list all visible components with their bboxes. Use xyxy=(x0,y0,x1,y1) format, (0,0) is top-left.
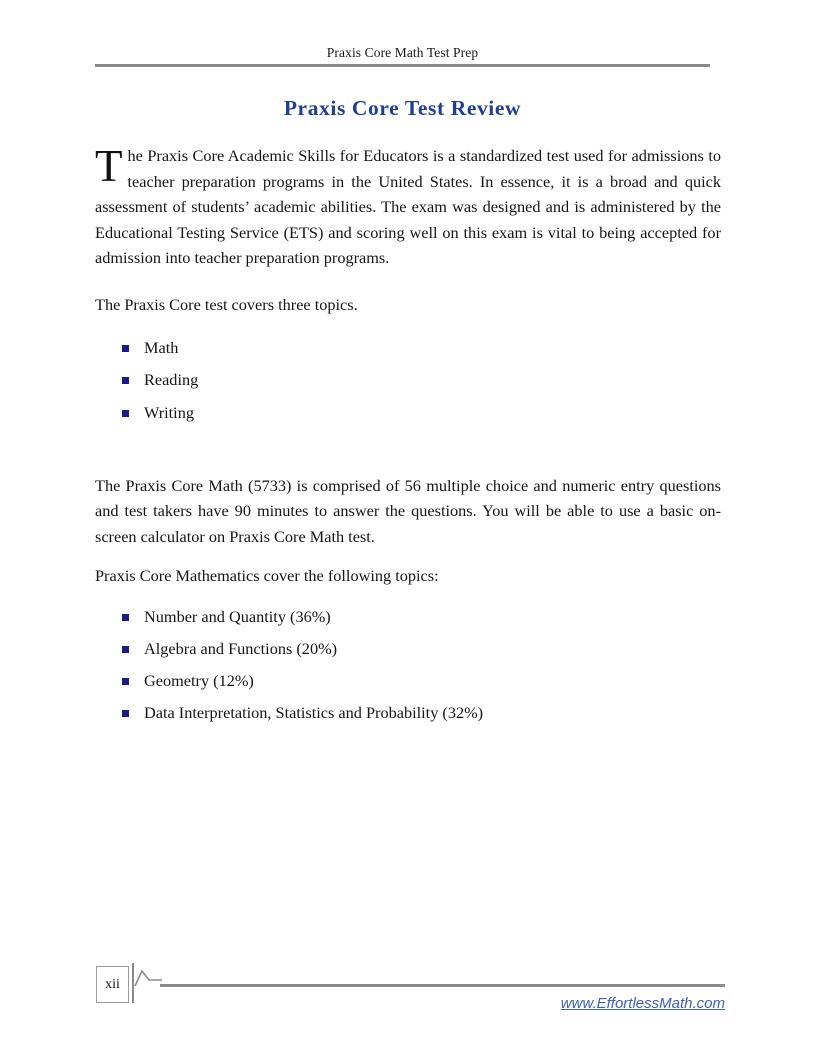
list-item xyxy=(95,670,721,692)
page-title: Praxis Core Test Review xyxy=(283,96,522,120)
spacer xyxy=(95,549,721,563)
square-bullet-icon xyxy=(122,614,129,621)
intro-paragraph xyxy=(95,143,721,271)
page-number-divider xyxy=(132,963,134,1003)
running-header-title: Praxis Core Math Test Prep xyxy=(326,45,479,60)
footer-divider-rule xyxy=(160,984,725,987)
header-divider-rule xyxy=(95,64,710,67)
square-bullet-icon xyxy=(122,646,129,653)
list-item-label: Geometry (12%) xyxy=(144,670,254,690)
spacer xyxy=(95,271,721,292)
square-bullet-icon xyxy=(122,678,129,685)
list-item-label: Writing xyxy=(144,402,194,422)
drop-cap-letter: T xyxy=(95,141,123,191)
square-bullet-icon xyxy=(122,710,129,717)
footer-connector-icon xyxy=(134,966,162,988)
math-topics-intro-paragraph: Praxis Core Mathematics cover the following topics: xyxy=(95,566,439,586)
list-item-label: Reading xyxy=(144,370,199,390)
document-content xyxy=(95,143,721,724)
square-bullet-icon xyxy=(122,377,129,384)
list-item xyxy=(95,638,721,660)
intro-paragraph-text: he Praxis Core Academic Skills for Educators is a standardized test used for admissions to teacher preparation programs in the United States. In essence, it is a broad and quick assessment of students’ academic abilities. The exam was designed and is administered by the Educational Testing Service (ETS) and scoring well on this exam is vital to being accepted for admission into teacher preparation programs. xyxy=(95,146,721,268)
topics-intro-paragraph: The Praxis Core test covers three topics. xyxy=(95,294,358,314)
page-number-label: xii xyxy=(105,977,120,992)
list-item xyxy=(95,337,721,359)
list-item-label: Algebra and Functions (20%) xyxy=(144,638,338,658)
site-url-link[interactable]: www.EffortlessMath.com xyxy=(560,995,725,1012)
list-item xyxy=(95,606,721,628)
test-topics-list xyxy=(95,337,721,424)
spacer xyxy=(95,318,721,337)
list-item xyxy=(95,402,721,424)
spacer xyxy=(95,424,721,473)
square-bullet-icon xyxy=(122,345,129,352)
square-bullet-icon xyxy=(122,410,129,417)
list-item-label: Math xyxy=(144,337,179,357)
list-item xyxy=(95,702,721,724)
math-topics-list xyxy=(95,606,721,724)
spacer xyxy=(95,589,721,606)
list-item-label: Number and Quantity (36%) xyxy=(144,606,331,626)
list-item-label: Data Interpretation, Statistics and Probability (32%) xyxy=(144,702,484,722)
exam-details-paragraph: The Praxis Core Math (5733) is comprised of 56 multiple choice and numeric entry questions and test takers have 90 minutes to answer the questions. You will be able to use a basic on-screen calculator on Praxis Core Math test. xyxy=(95,475,721,546)
page-number-box xyxy=(96,966,129,1003)
list-item xyxy=(95,369,721,391)
